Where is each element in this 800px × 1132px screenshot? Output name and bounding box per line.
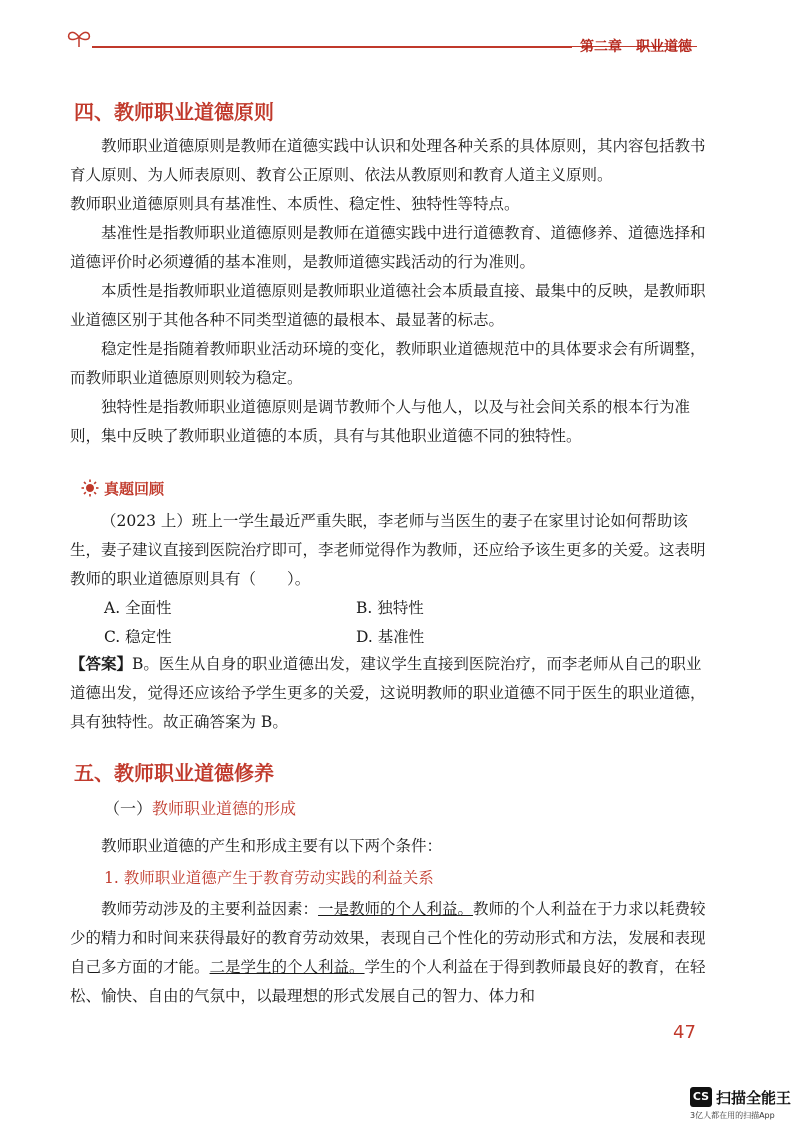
sun-icon: [81, 479, 99, 497]
option-a: A. 全面性: [104, 599, 172, 617]
paragraph: 本质性是指教师职业道德原则是教师职业道德社会本质最直接、最集中的反映，是教师职业道德区别于其他各种不同类型道德的最根本、最显著的标志。: [70, 282, 706, 329]
option-b: B. 独特性: [356, 599, 424, 617]
paragraph: 教师职业道德原则具有基准性、本质性、稳定性、独特性等特点。: [70, 195, 520, 213]
chapter-title: 第二章 职业道德: [580, 39, 692, 55]
watermark-tagline: 3亿人都在用的扫描App: [690, 1111, 775, 1120]
option-c: C. 稳定性: [104, 628, 172, 646]
paragraph: 稳定性是指随着教师职业活动环境的变化，教师职业道德规范中的具体要求会有所调整，而教师职业道德原则则较为稳定。: [70, 340, 706, 387]
subsection-title: 教师职业道德的形成: [152, 799, 297, 818]
body-text: 学生的个人利益在于得到教师最良好的教育，在轻松、愉快、自由的气氛中，以最理想的形式发展自己的智力、体力和: [70, 958, 706, 1005]
section-5-heading: 五、教师职业道德修养: [74, 761, 274, 785]
section-4-body: [70, 132, 710, 451]
review-question: [70, 507, 710, 594]
point-1-heading: 1. 教师职业道德产生于教育劳动实践的利益关系: [104, 869, 434, 887]
answer-block: [70, 649, 710, 737]
question-text: （2023 上）班上一学生最近严重失眠，李老师与当医生的妻子在家里讨论如何帮助该生，妻子建议直接到医院治疗即可，李老师觉得作为教师，还应给予该生更多的关爱。这表明教师的职业道德原则具有（ ）。: [70, 512, 706, 588]
paragraph: 基准性是指教师职业道德原则是教师在道德实践中进行道德教育、道德修养、道德选择和道德评价时必须遵循的基本准则，是教师道德实践活动的行为准则。: [70, 224, 706, 271]
section-5-intro: [70, 832, 710, 861]
option-d: D. 基准性: [356, 628, 425, 646]
leaf-ornament-icon: [65, 27, 93, 49]
page-number: 47: [673, 1022, 696, 1043]
body-text: 教师劳动涉及的主要利益因素：: [101, 900, 319, 918]
subsection-number: （一）: [104, 799, 153, 818]
answer-text: B。医生从自身的职业道德出发，建议学生直接到医院治疗，而李老师从自己的职业道德出发，觉得还应该给予学生更多的关爱，这说明教师的职业道德不同于医生的职业道德，具有独特性。故正确答案为 B。: [70, 655, 706, 731]
body-text: 教师的个人利益在于力求以耗费较少的精力和时间来获得最好的教育劳动效果，表现自己个性化的劳动形式和方法，发展和表现自己多方面的才能。: [70, 900, 706, 976]
watermark-name: 扫描全能王: [716, 1089, 792, 1107]
underlined-text: 一是教师的个人利益。: [318, 900, 474, 918]
header-rule: [92, 46, 572, 48]
paragraph: 独特性是指教师职业道德原则是调节教师个人与他人，以及与社会间关系的根本行为准则，集中反映了教师职业道德的本质，具有与其他职业道德不同的独特性。: [70, 398, 691, 445]
paragraph: 教师职业道德的产生和形成主要有以下两个条件：: [101, 837, 443, 855]
review-label: 真题回顾: [104, 480, 165, 498]
answer-label: 【答案】: [70, 654, 133, 673]
camscanner-logo-icon: CS: [690, 1087, 712, 1107]
section-4-heading: 四、教师职业道德原则: [74, 100, 274, 124]
paragraph: 教师职业道德原则是教师在道德实践中认识和处理各种关系的具体原则，其内容包括教书育人原则、为人师表原则、教育公正原则、依法从教原则和教育人道主义原则。: [70, 137, 706, 184]
underlined-text: 二是学生的个人利益。: [209, 958, 365, 976]
section-5-body: [70, 895, 710, 1011]
subsection-heading: [104, 796, 296, 819]
